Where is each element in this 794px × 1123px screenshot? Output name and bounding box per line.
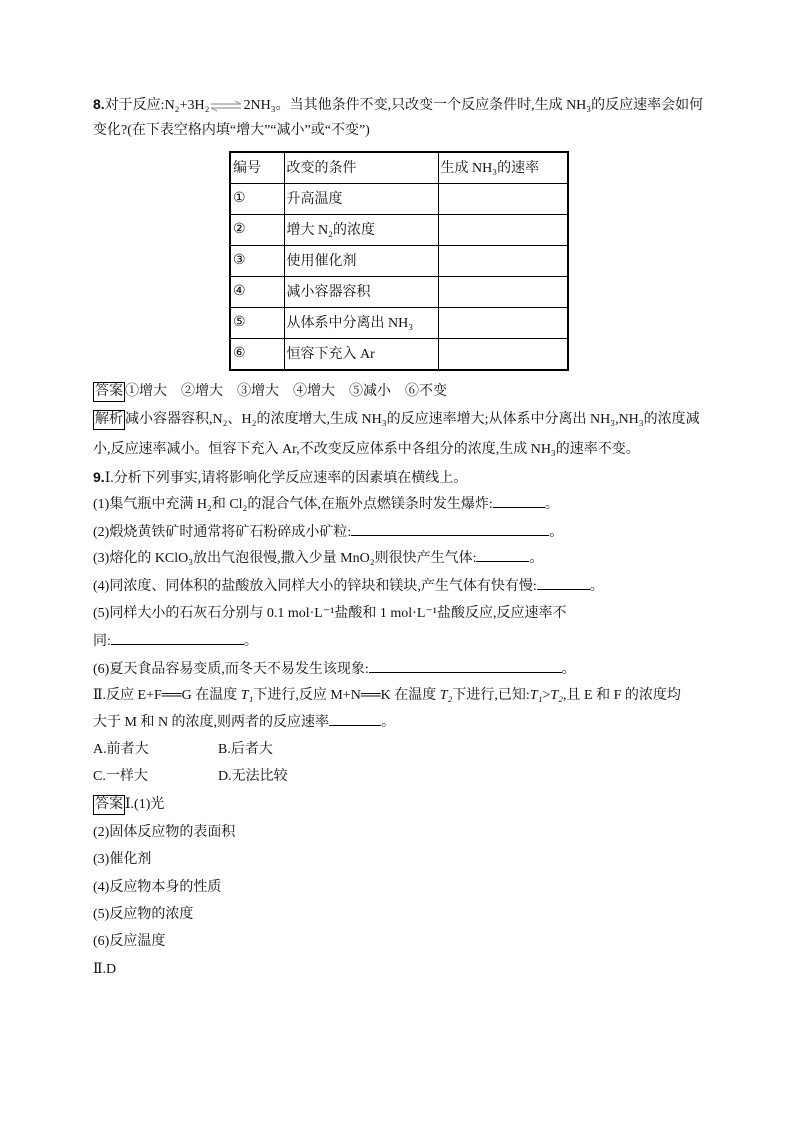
header-number: 编号	[230, 152, 284, 184]
answer-blank	[369, 660, 562, 673]
row-condition: 恒容下充入 Ar	[284, 339, 438, 371]
question-8-analysis-line-2: 小,反应速率减小。恒容下充入 Ar,不改变反应体系中各组分的浓度,生成 NH₃的速率不变。	[93, 442, 640, 457]
row-number: ⑥	[230, 339, 284, 371]
question-9-item-6	[93, 660, 576, 680]
temperature-symbol: T₁	[529, 688, 543, 703]
item-text: (3)熔化的 KClO₃放出气泡很慢,撒入少量 MnO₂则很快产生气体:	[93, 551, 477, 566]
row-condition: 减小容器容积	[284, 277, 438, 308]
question-9-options-row-1	[93, 740, 273, 760]
temperature-symbol: T₂	[439, 688, 453, 703]
answer-blank	[493, 495, 545, 508]
question-9-item-3	[93, 549, 543, 569]
answer-item: ③增大	[237, 384, 279, 399]
answer-item: ⑥不变	[405, 384, 447, 399]
table-row	[230, 246, 568, 277]
option-c: C.一样大	[93, 769, 148, 784]
answer-blank	[329, 713, 381, 726]
temperature-symbol: T₁	[240, 688, 254, 703]
option-d: D.无法比较	[218, 769, 288, 784]
table-row	[230, 308, 568, 339]
temperature-symbol: T₂	[550, 688, 564, 703]
analysis-label: 解析	[93, 410, 125, 430]
reversible-arrow-icon	[210, 100, 242, 112]
header-condition: 改变的条件	[284, 152, 438, 184]
header-rate: 生成 NH₃的速率	[438, 152, 568, 184]
row-rate-cell	[438, 277, 568, 308]
item-end: 。	[381, 715, 396, 730]
question-8-answer	[93, 382, 461, 402]
table-row	[230, 184, 568, 215]
item-end: 。	[549, 525, 564, 540]
question-9-title	[93, 467, 467, 487]
item-text: (4)同浓度、同体积的盐酸放入同样大小的锌块和镁块,产生气体有快有慢:	[93, 579, 537, 594]
item-end: 。	[243, 634, 258, 649]
question-9-item-4	[93, 577, 604, 597]
part-2-text: >	[542, 688, 551, 703]
row-number: ④	[230, 277, 284, 308]
question-9-answer-line: Ⅱ.D	[93, 962, 117, 977]
question-8-stem-text: 对于反应:N₂+3H₂	[104, 98, 210, 113]
question-9-answer-line: (4)反应物本身的性质	[93, 880, 222, 895]
table-header-row	[230, 152, 568, 184]
row-rate-cell	[438, 215, 568, 246]
row-condition: 从体系中分离出 NH₃	[284, 308, 438, 339]
part-2-text: 大于 M 和 N 的浓度,则两者的反应速率	[93, 715, 330, 730]
option-a: A.前者大	[93, 742, 149, 757]
question-9-answer-line: (2)固体反应物的表面积	[93, 825, 236, 840]
answer-blank	[476, 549, 529, 562]
item-end: 。	[544, 497, 559, 512]
question-9-answer-line: (3)催化剂	[93, 852, 152, 867]
row-rate-cell	[438, 246, 568, 277]
row-rate-cell	[438, 339, 568, 371]
analysis-text: 减小容器容积,N₂、H₂的浓度增大,生成 NH₃的反应速率增大;从体系中分离出 NH₃,NH₃的浓度减	[125, 412, 700, 427]
answer-item: ①增大	[125, 384, 167, 399]
row-condition: 升高温度	[284, 184, 438, 215]
rate-conditions-table	[229, 151, 569, 371]
question-9-part-1-title: Ⅰ.分析下列事实,请将影响化学反应速率的因素填在横线上。	[104, 471, 468, 486]
answer-item: ⑤减小	[349, 384, 391, 399]
answer-item: ④增大	[293, 384, 335, 399]
question-9-item-2	[93, 523, 563, 543]
row-condition: 使用催化剂	[284, 246, 438, 277]
answer-blank	[111, 632, 244, 645]
part-2-text: Ⅱ.反应 E+F══G 在温度	[93, 688, 241, 703]
question-9-item-5-continued	[93, 632, 258, 652]
answer-blank	[351, 523, 549, 536]
part-2-text: ,且 E 和 F 的浓度均	[563, 688, 681, 703]
row-number: ③	[230, 246, 284, 277]
question-8-stem-text-continued: 2NH₃。当其他条件不变,只改变一个反应条件时,生成 NH₃的反应速率会如何	[243, 98, 704, 113]
question-9-part-2-line-1	[93, 686, 681, 706]
answer-text: Ⅰ.(1)光	[125, 797, 165, 812]
question-8-stem-line-1	[93, 94, 703, 114]
question-9-part-2-line-2	[93, 713, 395, 733]
answer-label: 答案	[93, 795, 125, 815]
item-end: 。	[529, 551, 544, 566]
row-number: ①	[230, 184, 284, 215]
item-end: 。	[561, 662, 576, 677]
question-number: 8.	[93, 96, 105, 112]
item-end: 。	[589, 579, 604, 594]
answer-label: 答案	[93, 382, 125, 402]
table-row	[230, 277, 568, 308]
item-text: (6)夏天食品容易变质,而冬天不易发生该现象:	[93, 662, 369, 677]
question-8-analysis-line-1	[93, 410, 700, 430]
part-2-text: 下进行,已知:	[452, 688, 530, 703]
part-2-text: 下进行,反应 M+N══K 在温度	[253, 688, 440, 703]
table-row	[230, 215, 568, 246]
item-text: (1)集气瓶中充满 H₂和 Cl₂的混合气体,在瓶外点燃镁条时发生爆炸:	[93, 497, 493, 512]
question-9-answer-line-1	[93, 795, 164, 815]
question-9-answer-line: (6)反应温度	[93, 934, 166, 949]
option-b: B.后者大	[218, 742, 273, 757]
question-9-item-5: (5)同样大小的石灰石分别与 0.1 mol·L⁻¹盐酸和 1 mol·L⁻¹盐酸反应,反应速率不	[93, 606, 567, 621]
question-9-answer-line: (5)反应物的浓度	[93, 907, 194, 922]
question-number: 9.	[93, 469, 105, 485]
item-text: (2)煅烧黄铁矿时通常将矿石粉碎成小矿粒:	[93, 525, 352, 540]
row-rate-cell	[438, 308, 568, 339]
answer-blank	[537, 577, 590, 590]
item-text: 同:	[93, 634, 111, 649]
answer-item: ②增大	[181, 384, 223, 399]
question-9-item-1	[93, 495, 559, 515]
row-number: ⑤	[230, 308, 284, 339]
table-row	[230, 339, 568, 371]
question-8-stem-line-2: 变化?(在下表空格内填“增大”“减小”或“不变”)	[93, 123, 370, 138]
row-condition: 增大 N₂的浓度	[284, 215, 438, 246]
question-9-options-row-2	[93, 767, 288, 787]
row-rate-cell	[438, 184, 568, 215]
row-number: ②	[230, 215, 284, 246]
